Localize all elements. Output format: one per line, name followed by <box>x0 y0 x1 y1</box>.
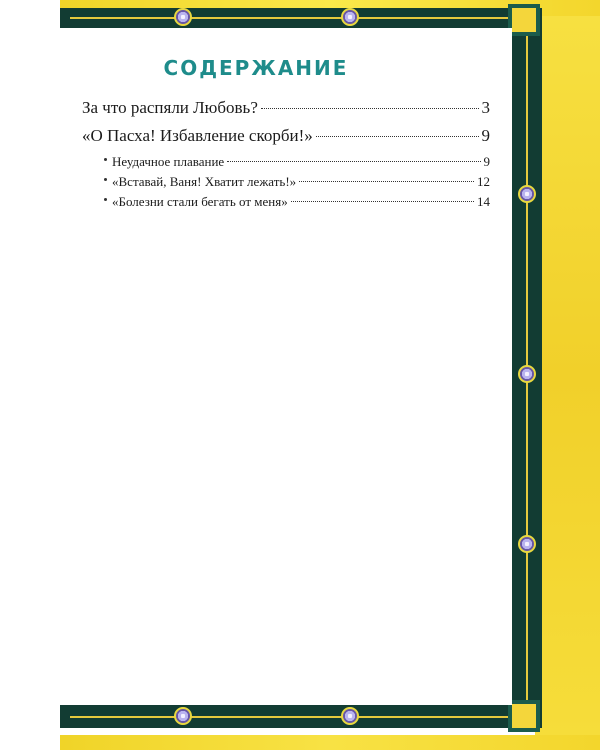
rosette-icon <box>174 707 192 725</box>
toc-entry[interactable] <box>82 126 490 146</box>
toc-subentry[interactable] <box>82 194 490 210</box>
toc-entry-title: «Болезни стали бегать от меня» <box>112 194 288 209</box>
toc-entry-page: 12 <box>477 174 490 189</box>
toc-subentry[interactable] <box>82 174 490 190</box>
page-title: СОДЕРЖАНИЕ <box>163 56 349 80</box>
gold-background-right <box>535 16 600 735</box>
border-vine-bottom <box>70 716 508 718</box>
border-corner-top-right <box>508 4 540 36</box>
bullet-icon <box>104 158 107 161</box>
bullet-icon <box>104 198 107 201</box>
rosette-icon <box>341 707 359 725</box>
toc-entry-page: 3 <box>481 98 490 117</box>
leader-dots <box>299 181 474 182</box>
rosette-icon <box>341 8 359 26</box>
leader-dots <box>261 108 479 109</box>
table-of-contents <box>82 98 490 214</box>
rosette-icon <box>518 365 536 383</box>
toc-entry-title: «Вставай, Ваня! Хватит лежать!» <box>112 174 297 189</box>
bullet-icon <box>104 178 107 181</box>
leader-dots <box>227 161 480 162</box>
toc-entry-title: Неудачное плавание <box>112 154 225 169</box>
rosette-icon <box>174 8 192 26</box>
rosette-icon <box>518 185 536 203</box>
border-vine-top <box>70 17 508 19</box>
toc-entry-page: 9 <box>481 126 490 145</box>
leader-dots <box>291 201 474 202</box>
toc-entry-page: 9 <box>483 154 490 169</box>
toc-entry-title: За что распяли Любовь? <box>82 98 258 117</box>
gold-background-bottom <box>60 735 600 750</box>
leader-dots <box>316 136 479 137</box>
toc-subentry[interactable] <box>82 154 490 170</box>
toc-entry-title: «О Пасха! Избавление скорби!» <box>82 126 313 145</box>
toc-entry[interactable] <box>82 98 490 118</box>
toc-entry-page: 14 <box>477 194 490 209</box>
rosette-icon <box>518 535 536 553</box>
border-corner-bottom-right <box>508 700 540 732</box>
